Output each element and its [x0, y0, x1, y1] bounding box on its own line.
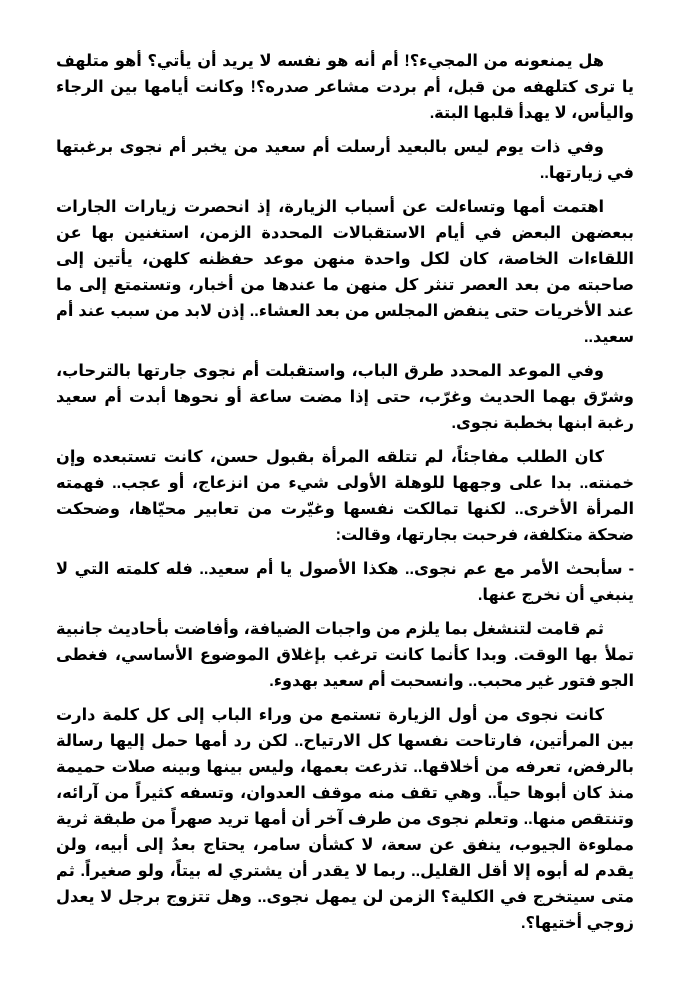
paragraph-4: وفي الموعد المحدد طرق الباب، واستقبلت أم نجوى جارتها بالترحاب، وشرّق بهما الحديث وغرّب، حتى إذا مضت ساعة أو نحوها أبدت أم سعيد رغبة ابنها بخطبة نجوى.	[56, 362, 634, 432]
dialog-paragraph	[56, 556, 634, 608]
dialog-text: سأبحث الأمر مع عم نجوى.. هكذا الأصول يا أم سعيد.. فله كلمته التي لا ينبغي أن نخرج عنها.	[56, 560, 634, 604]
dialog-dash: -	[628, 560, 634, 578]
paragraph-8: كانت نجوى من أول الزيارة تستمع من وراء الباب إلى كل كلمة دارت بين المرأتين، فارتاحت نفسها كل الارتياح.. لكن رد أمها حمل إليها رسالة بالرفض، تعرفه من أخلاقها.. تذرعت بعمها، وليس بينها وبينه صلات حميمة منذ كان أبوها حياً.. وهي تقف منه موقف العدوان، وتسفه كثيراً من آرائه، وتنتقص منها.. وتعلم نجوى من طرف آخر أن أمها تريد صهراً من طبقة ثرية مملوءة الجيوب، ينفق عن سعة، لا كشأن سامر، يحتاج بعدُ إلى أبيه، ولن يقدم له أبوه إلا أقل القليل.. ربما لا يقدر أن يشتري له بيتاً، ولو صغيراً. ثم متى سيتخرج في الكلية؟ الزمن لن يمهل نجوى.. وهل تتزوج برجل لا يعدل زوجي أختيها؟.	[56, 706, 634, 932]
paragraph-2: وفي ذات يوم ليس بالبعيد أرسلت أم سعيد من يخبر أم نجوى برغبتها في زيارتها..	[56, 138, 634, 182]
paragraph-7: ثم قامت لتنشغل بما يلزم من واجبات الضيافة، وأفاضت بأحاديث جانبية تملأ بها الوقت. وبدا كأنما كانت ترغب بإغلاق الموضوع الأساسي، فغطى الجو فتور غير محبب.. وانسحبت أم سعيد بهدوء.	[56, 620, 634, 690]
paragraph-3: اهتمت أمها وتساءلت عن أسباب الزيارة، إذ انحصرت زيارات الجارات ببعضهن البعض في أيام الاستقبالات المحددة الزمن، استغنين بها عن اللقاءات الخاصة، كان لكل واحدة منهن موعد حفظنه كلهن، يأتين إلى صاحبته من بعد العصر تنثر كل منهن ما عندها من أخبار، وتستمتع إلى ما عند الأخريات حتى ينفض المجلس من بعد العشاء.. إذن لابد من سبب عند أم سعيد..	[56, 198, 634, 346]
paragraph-5: كان الطلب مفاجئاً، لم تتلقه المرأة بقبول حسن، كانت تستبعده وإن خمنته.. بدا على وجهها للوهلة الأولى شيء من انزعاج، أو عجب.. فهمته المرأة الأخرى.. لكنها تمالكت نفسها وغيّرت من تعابير محيّاها، وضحكت ضحكة متكلفة، فرحبت بجارتها، وقالت:	[56, 448, 634, 544]
paragraph-1: هل يمنعونه من المجيء؟! أم أنه هو نفسه لا يريد أن يأتي؟ أهو متلهف يا ترى كتلهفه من قبل، أم بردت مشاعر صدره؟! وكانت أيامها بين الرجاء واليأس، لا يهدأ قلبها البتة.	[56, 52, 634, 122]
